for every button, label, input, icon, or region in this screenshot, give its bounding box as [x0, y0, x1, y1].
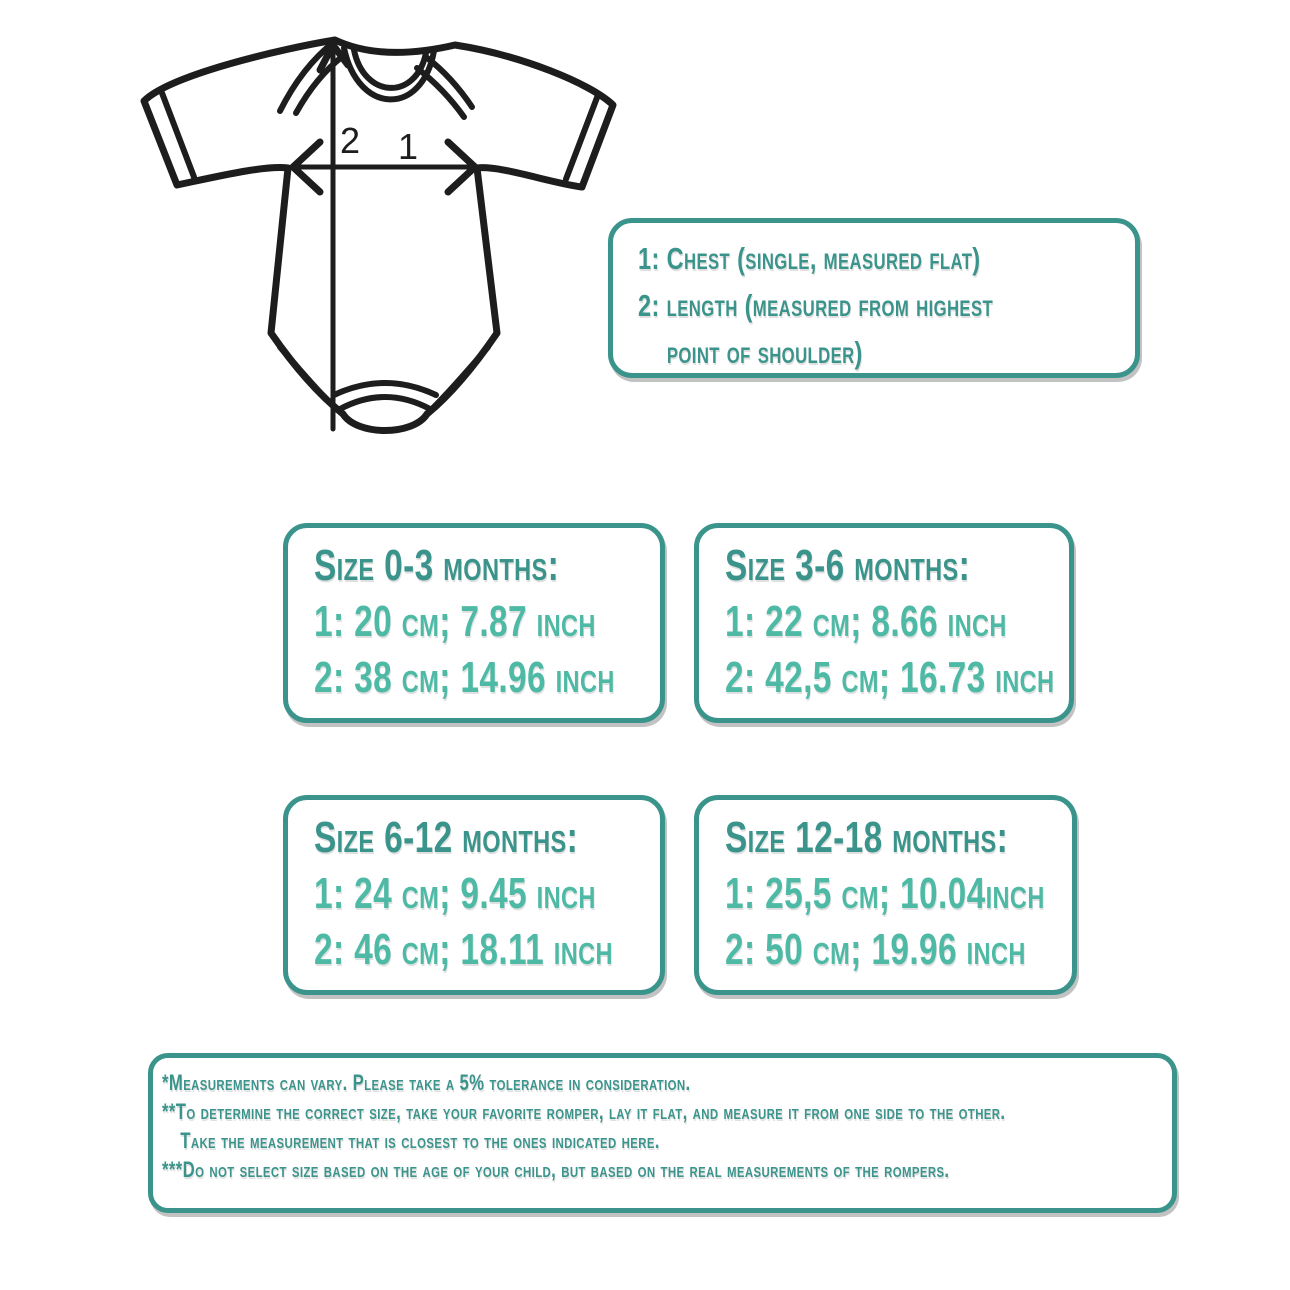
- footnote-how-to-measure: **To determine the correct size, take your favorite romper, lay it flat, and measure it from one side to the other.: [162, 1099, 1006, 1124]
- size-value-length: 2: 50 cm; 19.96 inch: [725, 925, 1026, 974]
- size-box-12-18-months: [694, 795, 1077, 995]
- size-value-chest: 1: 22 cm; 8.66 inch: [725, 597, 1007, 646]
- bodysuit-diagram: [130, 15, 630, 455]
- size-value-length: 2: 46 cm; 18.11 inch: [314, 925, 613, 974]
- size-value-length: 2: 42,5 cm; 16.73 inch: [725, 653, 1055, 702]
- size-box-6-12-months: [283, 795, 665, 995]
- footnote-age-warning: ***Do not select size based on the age of your child, but based on the real measurements of the rompers.: [162, 1157, 950, 1182]
- chest-label: 1: [398, 126, 419, 167]
- size-value-chest: 1: 20 cm; 7.87 inch: [314, 597, 596, 646]
- size-box-0-3-months: [283, 523, 665, 723]
- size-box-title: Size 3-6 months:: [725, 541, 971, 590]
- size-value-chest: 1: 24 cm; 9.45 inch: [314, 869, 596, 918]
- legend-box: [608, 218, 1140, 378]
- size-value-chest: 1: 25,5 cm; 10.04inch: [725, 869, 1045, 918]
- size-box-3-6-months: [694, 523, 1074, 723]
- footnotes-box: [148, 1053, 1177, 1213]
- size-box-title: Size 12-18 months:: [725, 813, 1009, 862]
- length-label: 2: [340, 120, 361, 161]
- legend-line-chest: 1: Chest (single, measured flat): [638, 241, 981, 276]
- footnote-how-to-measure-cont: Take the measurement that is closest to the ones indicated here.: [180, 1128, 660, 1153]
- size-box-title: Size 0-3 months:: [314, 541, 560, 590]
- legend-line-length: 2: length (measured from highest: [638, 288, 994, 323]
- size-box-title: Size 6-12 months:: [314, 813, 579, 862]
- footnote-tolerance: *Measurements can vary. Please take a 5% tolerance in consideration.: [162, 1070, 691, 1095]
- legend-line-length-cont: point of shoulder): [666, 335, 863, 370]
- size-value-length: 2: 38 cm; 14.96 inch: [314, 653, 615, 702]
